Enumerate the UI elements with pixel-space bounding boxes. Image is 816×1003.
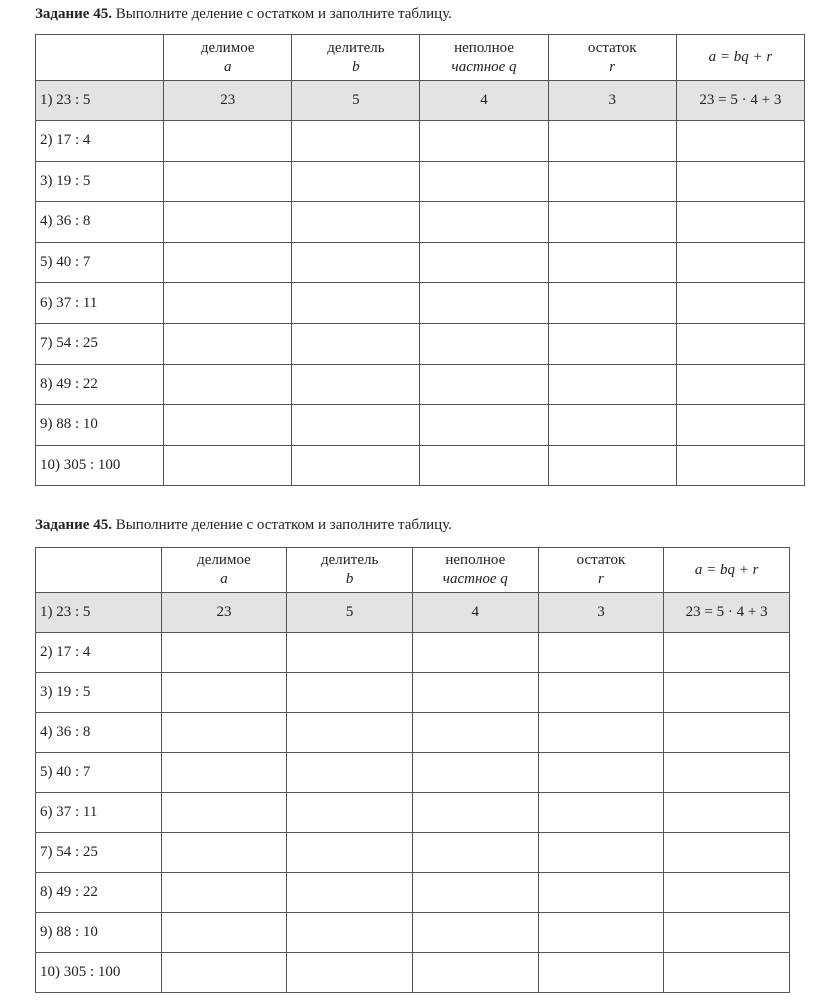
division-problem: 7) 54 : 25 — [36, 323, 164, 364]
header-variable: r — [609, 58, 616, 75]
header-variable: частное q — [442, 571, 508, 587]
answer-cell[interactable] — [664, 873, 790, 913]
header-variable: частное q — [451, 58, 517, 75]
answer-cell[interactable] — [420, 121, 548, 162]
header-cell — [420, 35, 548, 81]
answer-cell[interactable] — [538, 793, 664, 833]
example-cell: 23 — [164, 81, 292, 121]
answer-cell[interactable] — [538, 873, 664, 913]
answer-cell[interactable] — [664, 633, 790, 673]
answer-cell[interactable] — [538, 673, 664, 713]
header-label: неполное — [454, 39, 514, 56]
division-table — [35, 547, 790, 993]
division-problem: 5) 40 : 7 — [36, 753, 162, 793]
answer-cell[interactable] — [161, 873, 287, 913]
table-row — [36, 953, 790, 993]
header-cell — [412, 548, 538, 593]
example-row — [36, 81, 805, 121]
answer-cell[interactable] — [412, 873, 538, 913]
table-row — [36, 323, 805, 364]
answer-cell[interactable] — [676, 202, 804, 243]
answer-cell[interactable] — [420, 445, 548, 486]
answer-cell[interactable] — [164, 242, 292, 283]
answer-cell[interactable] — [164, 405, 292, 446]
division-problem: 6) 37 : 11 — [36, 793, 162, 833]
task-title — [35, 517, 790, 541]
answer-cell[interactable] — [161, 673, 287, 713]
table-row — [36, 833, 790, 873]
division-problem: 3) 19 : 5 — [36, 161, 164, 202]
table-row — [36, 673, 790, 713]
answer-cell[interactable] — [664, 673, 790, 713]
answer-cell[interactable] — [292, 364, 420, 405]
header-label: неполное — [445, 552, 506, 568]
header-label: делимое — [197, 552, 251, 568]
division-problem: 9) 88 : 10 — [36, 405, 164, 446]
answer-cell[interactable] — [676, 364, 804, 405]
header-variable: a — [220, 571, 228, 587]
answer-cell[interactable] — [412, 713, 538, 753]
worksheet-2 — [35, 517, 790, 993]
header-label: остаток — [587, 39, 637, 56]
answer-cell[interactable] — [676, 405, 804, 446]
division-problem: 10) 305 : 100 — [36, 953, 162, 993]
answer-cell[interactable] — [538, 713, 664, 753]
answer-cell[interactable] — [420, 161, 548, 202]
division-problem: 10) 305 : 100 — [36, 445, 164, 486]
answer-cell[interactable] — [548, 283, 676, 324]
answer-cell[interactable] — [161, 913, 287, 953]
header-cell — [164, 35, 292, 81]
task-title — [35, 6, 805, 30]
answer-cell[interactable] — [287, 633, 413, 673]
answer-cell[interactable] — [164, 202, 292, 243]
header-cell — [36, 35, 164, 81]
answer-cell[interactable] — [548, 405, 676, 446]
header-cell — [538, 548, 664, 593]
answer-cell[interactable] — [420, 242, 548, 283]
table-row — [36, 161, 805, 202]
answer-cell[interactable] — [676, 283, 804, 324]
division-problem: 2) 17 : 4 — [36, 121, 164, 162]
header-variable: b — [345, 571, 354, 587]
answer-cell[interactable] — [412, 793, 538, 833]
answer-cell[interactable] — [676, 121, 804, 162]
answer-cell[interactable] — [161, 633, 287, 673]
answer-cell[interactable] — [164, 323, 292, 364]
header-label: делитель — [327, 39, 385, 56]
answer-cell[interactable] — [164, 121, 292, 162]
answer-cell[interactable] — [538, 753, 664, 793]
answer-cell[interactable] — [292, 242, 420, 283]
answer-cell[interactable] — [676, 161, 804, 202]
division-problem: 4) 36 : 8 — [36, 713, 162, 753]
answer-cell[interactable] — [676, 445, 804, 486]
task-instruction: Выполните деление с остатком и заполните таблицу. — [111, 517, 452, 533]
table-row — [36, 793, 790, 833]
example-cell: 1) 23 : 5 — [36, 81, 164, 121]
table-row — [36, 364, 805, 405]
answer-cell[interactable] — [412, 913, 538, 953]
answer-cell[interactable] — [538, 633, 664, 673]
header-cell — [36, 548, 162, 593]
answer-cell[interactable] — [676, 323, 804, 364]
header-label: остаток — [576, 552, 626, 568]
header-row — [36, 548, 790, 593]
answer-cell[interactable] — [292, 323, 420, 364]
answer-cell[interactable] — [538, 913, 664, 953]
division-problem: 8) 49 : 22 — [36, 873, 162, 913]
answer-cell[interactable] — [676, 242, 804, 283]
answer-cell[interactable] — [287, 833, 413, 873]
answer-cell[interactable] — [161, 953, 287, 993]
answer-cell[interactable] — [164, 364, 292, 405]
answer-cell[interactable] — [287, 673, 413, 713]
division-problem: 6) 37 : 11 — [36, 283, 164, 324]
answer-cell[interactable] — [292, 405, 420, 446]
division-table — [35, 34, 805, 486]
example-cell: 5 — [287, 593, 413, 633]
answer-cell[interactable] — [548, 364, 676, 405]
answer-cell[interactable] — [664, 833, 790, 873]
example-cell: 4 — [420, 81, 548, 121]
table-row — [36, 633, 790, 673]
header-variable: r — [598, 571, 604, 587]
answer-cell[interactable] — [412, 953, 538, 993]
answer-cell[interactable] — [164, 161, 292, 202]
answer-cell[interactable] — [420, 323, 548, 364]
answer-cell[interactable] — [548, 242, 676, 283]
table-row — [36, 445, 805, 486]
answer-cell[interactable] — [412, 753, 538, 793]
header-label: a = bq + r — [694, 561, 759, 578]
answer-cell[interactable] — [664, 913, 790, 953]
answer-cell[interactable] — [161, 793, 287, 833]
answer-cell[interactable] — [538, 953, 664, 993]
header-row — [36, 35, 805, 81]
table-row — [36, 713, 790, 753]
example-cell: 5 — [292, 81, 420, 121]
header-cell — [292, 35, 420, 81]
answer-cell[interactable] — [548, 121, 676, 162]
answer-cell[interactable] — [420, 283, 548, 324]
answer-cell[interactable] — [420, 405, 548, 446]
table-row — [36, 753, 790, 793]
division-problem: 8) 49 : 22 — [36, 364, 164, 405]
header-variable: a — [223, 58, 232, 75]
answer-cell[interactable] — [412, 833, 538, 873]
division-problem: 2) 17 : 4 — [36, 633, 162, 673]
answer-cell[interactable] — [287, 753, 413, 793]
answer-cell[interactable] — [287, 873, 413, 913]
answer-cell[interactable] — [287, 953, 413, 993]
answer-cell[interactable] — [412, 673, 538, 713]
table-row — [36, 121, 805, 162]
example-cell: 3 — [548, 81, 676, 121]
answer-cell[interactable] — [292, 121, 420, 162]
table-row — [36, 913, 790, 953]
table-row — [36, 242, 805, 283]
answer-cell[interactable] — [287, 713, 413, 753]
answer-cell[interactable] — [420, 202, 548, 243]
answer-cell[interactable] — [161, 753, 287, 793]
answer-cell[interactable] — [664, 953, 790, 993]
header-formula — [676, 35, 804, 81]
answer-cell[interactable] — [420, 364, 548, 405]
example-cell: 3 — [538, 593, 664, 633]
division-problem: 5) 40 : 7 — [36, 242, 164, 283]
answer-cell[interactable] — [292, 202, 420, 243]
answer-cell[interactable] — [161, 833, 287, 873]
task-number: Задание 45. — [35, 517, 112, 533]
answer-cell[interactable] — [664, 713, 790, 753]
answer-cell[interactable] — [548, 323, 676, 364]
answer-cell[interactable] — [287, 913, 413, 953]
answer-cell[interactable] — [548, 161, 676, 202]
example-cell: 23 = 5 · 4 + 3 — [676, 81, 804, 121]
answer-cell[interactable] — [664, 793, 790, 833]
worksheet-1 — [35, 6, 805, 486]
example-cell: 4 — [412, 593, 538, 633]
table-row — [36, 202, 805, 243]
table-row — [36, 405, 805, 446]
task-instruction: Выполните деление с остатком и заполните таблицу. — [111, 6, 452, 22]
table-row — [36, 283, 805, 324]
division-problem: 3) 19 : 5 — [36, 673, 162, 713]
table-row — [36, 873, 790, 913]
header-formula — [664, 548, 790, 593]
header-cell — [548, 35, 676, 81]
answer-cell[interactable] — [548, 202, 676, 243]
answer-cell[interactable] — [292, 161, 420, 202]
division-problem: 7) 54 : 25 — [36, 833, 162, 873]
division-problem: 9) 88 : 10 — [36, 913, 162, 953]
answer-cell[interactable] — [412, 633, 538, 673]
header-variable: b — [352, 58, 360, 75]
answer-cell[interactable] — [287, 793, 413, 833]
task-number: Задание 45. — [35, 6, 112, 22]
header-label: делитель — [320, 552, 379, 568]
example-cell: 23 = 5 · 4 + 3 — [664, 593, 790, 633]
answer-cell[interactable] — [164, 283, 292, 324]
example-cell: 23 — [161, 593, 287, 633]
header-label: a = bq + r — [708, 49, 773, 65]
example-row — [36, 593, 790, 633]
answer-cell[interactable] — [664, 753, 790, 793]
header-cell — [161, 548, 287, 593]
answer-cell[interactable] — [538, 833, 664, 873]
answer-cell[interactable] — [161, 713, 287, 753]
division-problem: 4) 36 : 8 — [36, 202, 164, 243]
answer-cell[interactable] — [548, 445, 676, 486]
answer-cell[interactable] — [292, 283, 420, 324]
header-cell — [287, 548, 413, 593]
answer-cell[interactable] — [292, 445, 420, 486]
answer-cell[interactable] — [164, 445, 292, 486]
example-cell: 1) 23 : 5 — [36, 593, 162, 633]
header-label: делимое — [200, 39, 255, 56]
